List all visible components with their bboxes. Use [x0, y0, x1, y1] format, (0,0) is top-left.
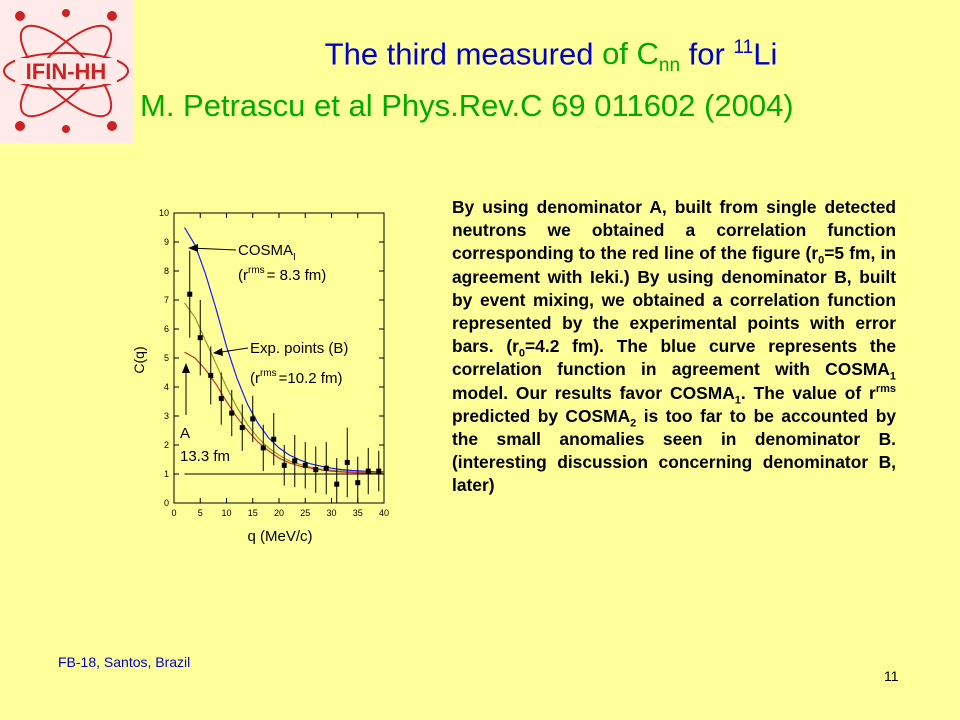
data-point	[187, 292, 192, 297]
data-point	[313, 467, 318, 472]
data-point	[324, 466, 329, 471]
y-tick-label: 9	[163, 237, 169, 247]
cosma-rms-label: ($r^{rms} = 8.3$ fm)	[238, 265, 327, 284]
data-point	[345, 460, 350, 465]
title-part: C	[636, 36, 659, 72]
length-label: 13.3 fm	[180, 448, 231, 465]
y-tick-label: 6	[163, 324, 169, 334]
slide-title	[140, 28, 940, 125]
title-subscript: nn	[658, 55, 681, 77]
data-point	[282, 463, 287, 468]
data-point	[334, 482, 339, 487]
data-point	[229, 411, 234, 416]
data-point	[271, 437, 276, 442]
x-tick-label: 40	[378, 508, 390, 518]
y-tick-label: 7	[163, 295, 169, 305]
title-superscript: 11	[733, 37, 754, 58]
a-arrowhead	[182, 363, 190, 373]
body-text: By using denominator A, built from single detected neutrons we obtained a correlation function corresponding to the red line of the figure ($r_0=5$ fm, in agreement with Ieki.) By using denominator B, built by event mixing, we obtained a correlation function represented by the experimental points with error bars. ($r_0=4.2$ fm). The blue curve represents the correlation function in agreement with $COSMA_1$ model. Our results favor $COSMA_1$. The value of $r^{rms}$ predicted by $COSMA_2$ is too far to be accounted by the small anomalies seen in denominator B.(interesting discussion concerning denominator B, later)	[452, 197, 896, 496]
correlation-chart	[118, 205, 388, 550]
exp-arrowhead	[213, 348, 223, 356]
x-tick-label: 35	[352, 508, 363, 518]
y-tick-label: 1	[163, 469, 169, 479]
footer-conference: FB-18, Santos, Brazil	[58, 654, 191, 670]
cosma-label: $COSMA_I$	[238, 242, 296, 263]
data-point	[376, 469, 381, 474]
y-tick-label: 4	[163, 382, 169, 392]
logo-text: IFIN-HH	[25, 59, 107, 84]
y-tick-label: 8	[163, 266, 169, 276]
exp-points-label: Exp. points (B)	[250, 340, 349, 357]
y-tick-label: 10	[158, 208, 169, 218]
data-point	[292, 458, 297, 463]
x-tick-label: 25	[300, 508, 311, 518]
x-tick-label: 5	[197, 508, 203, 518]
title-part: Li	[753, 36, 778, 72]
data-point	[240, 425, 245, 430]
y-axis-label: C(q)	[131, 346, 147, 374]
ifin-hh-logo	[0, 0, 133, 143]
y-tick-label: 2	[163, 440, 169, 450]
title-part: of	[602, 36, 637, 72]
data-point	[366, 469, 371, 474]
data-point	[198, 335, 203, 340]
data-point	[219, 396, 224, 401]
title-part: The third measured	[324, 36, 603, 72]
title-part: for	[680, 36, 734, 72]
x-tick-label: 0	[171, 508, 177, 518]
page-number: 11	[884, 668, 899, 684]
x-tick-label: 20	[273, 508, 285, 518]
y-tick-label: 0	[163, 498, 169, 508]
x-tick-label: 10	[221, 508, 232, 518]
x-axis-label: q (MeV/c)	[247, 528, 313, 545]
data-point	[303, 463, 308, 468]
data-point	[250, 416, 255, 421]
y-tick-label: 3	[163, 411, 169, 421]
a-label: A	[180, 425, 191, 442]
exp-rms-label: ($r^{rms} =10.2$ fm)	[250, 368, 343, 387]
x-tick-label: 30	[326, 508, 337, 518]
data-point	[261, 445, 266, 450]
data-point	[355, 480, 360, 485]
x-tick-label: 15	[247, 508, 258, 518]
data-point	[208, 373, 213, 378]
y-tick-label: 5	[163, 353, 169, 363]
title-citation: M. Petrascu et al Phys.Rev.C 69 011602 (2004)	[140, 87, 794, 123]
